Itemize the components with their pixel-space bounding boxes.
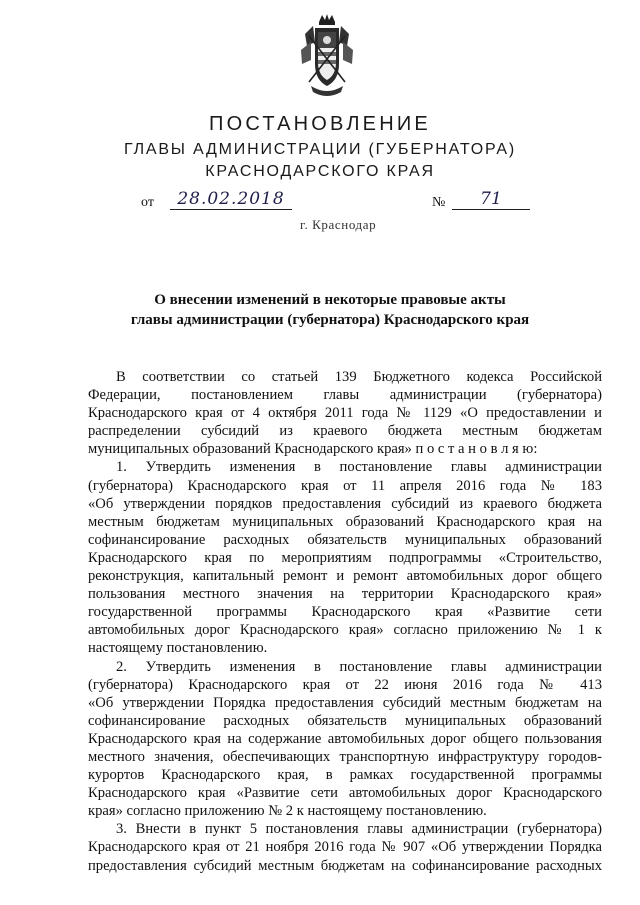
krasnodar-coat-of-arms-emblem — [297, 12, 357, 96]
body-text-line: местным бюджетам муниципальных образований Краснодарского края на — [88, 513, 602, 530]
body-text-line: «Об утверждении Порядка предоставления субсидий местным бюджетам на — [88, 694, 602, 711]
document-title-line-2: главы администрации (губернатора) Краснодарского края — [130, 312, 530, 328]
body-text-line: Краснодарского края по мероприятиям подпрограммы «Строительство, — [88, 549, 602, 566]
body-text-line: реконструкция, капитальный ремонт и ремонт автомобильных дорог общего — [88, 568, 602, 585]
body-text-line: Федерации, постановлением главы администрации (губернатора) — [88, 387, 602, 404]
body-text-line: Краснодарского края от 4 октября 2011 года № 1129 «О предоставлении и — [88, 405, 602, 422]
document-title-line-1: О внесении изменений в некоторые правовые акты — [154, 292, 506, 308]
body-text-line: В соответствии со статьей 139 Бюджетного кодекса Российской — [116, 369, 602, 385]
body-text-line: софинансирование расходных обязательств муниципальных образований — [88, 531, 602, 548]
number-sign-label: № — [432, 195, 446, 210]
body-text-line: края» согласно приложению № 2 к настоящему постановлению. — [88, 803, 487, 820]
body-text-line: автомобильных дорог Краснодарского края» согласно приложению № 1 к — [88, 622, 602, 639]
body-text-line: софинансирование расходных обязательств муниципальных образований — [88, 712, 602, 729]
body-text-line: 3. Внести в пункт 5 постановления главы администрации (губернатора) — [116, 821, 602, 838]
handwritten-date: 28.02.2018 — [170, 190, 292, 210]
body-text-line: местного значения, обеспечивающих транспортную инфраструктуру городов- — [88, 748, 602, 765]
body-text-line: пользования местного значения на территории Краснодарского края» — [88, 586, 602, 603]
body-text-line: (губернатора) Краснодарского края от 11 апреля 2016 года № 183 — [88, 477, 602, 494]
date-prefix-label: от — [141, 195, 154, 210]
body-text-line: (губернатора) Краснодарского края от 22 июня 2016 года № 413 — [88, 676, 602, 693]
document-type-heading: ПОСТАНОВЛЕНИЕ — [209, 113, 431, 135]
body-text-line: курортов Краснодарского края, в рамках государственной программы — [88, 767, 602, 784]
body-text-line: настоящему постановлению. — [88, 640, 268, 657]
issuing-authority-line-2: КРАСНОДАРСКОГО КРАЯ — [205, 163, 435, 180]
body-text-line: 2. Утвердить изменения в постановление главы администрации — [116, 658, 602, 675]
body-text-line: Краснодарского края на содержание автомобильных дорог общего пользования — [88, 730, 602, 747]
issuing-authority-line-1: ГЛАВЫ АДМИНИСТРАЦИИ (ГУБЕРНАТОРА) — [124, 141, 516, 158]
body-text-line: муниципальных образований Краснодарского края» п о с т а н о в л я ю: — [88, 441, 538, 458]
city-label: г. Краснодар — [300, 217, 377, 232]
handwritten-document-number: 71 — [452, 190, 530, 210]
document-body — [88, 368, 602, 875]
body-text-line: предоставления субсидий местным бюджетам на софинансирование расходных — [88, 857, 602, 874]
body-text-line: распределении субсидий из краевого бюджета местным бюджетам — [88, 423, 602, 440]
body-text-line: Краснодарского края «Развитие сети автомобильных дорог Краснодарского — [88, 785, 602, 802]
body-text-line: «Об утверждении порядков предоставления субсидий из краевого бюджета — [88, 495, 602, 512]
body-text-line: 1. Утвердить изменения в постановление главы администрации — [116, 459, 602, 476]
body-text-line: Краснодарского края от 21 ноября 2016 года № 907 «Об утверждении Порядка — [88, 839, 602, 856]
body-text-line: государственной программы Краснодарского края «Развитие сети — [88, 604, 602, 621]
